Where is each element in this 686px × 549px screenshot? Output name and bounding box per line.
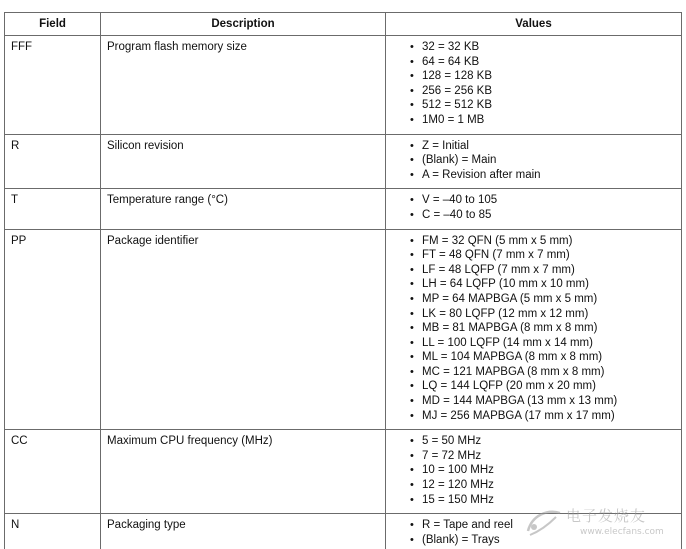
list-item: • LH = 64 LQFP (10 mm x 10 mm) [410,277,675,292]
table-row [5,36,682,135]
list-item: • 15 = 150 MHz [410,493,675,508]
list-item: • MC = 121 MAPBGA (8 mm x 8 mm) [410,365,675,380]
part-number-field-table [4,12,682,549]
list-item: • FM = 32 QFN (5 mm x 5 mm) [410,234,675,249]
values-list [392,434,675,507]
list-item: • R = Tape and reel [410,518,675,533]
list-item: • V = –40 to 105 [410,193,675,208]
cell-field: R [5,134,101,189]
list-item: • 12 = 120 MHz [410,478,675,493]
header-values: Values [386,13,682,36]
cell-description: Package identifier [101,229,386,430]
values-list [392,193,675,222]
header-field: Field [5,13,101,36]
table-header-row [5,13,682,36]
list-item: • 10 = 100 MHz [410,463,675,478]
cell-description: Program flash memory size [101,36,386,135]
values-list [392,40,675,128]
cell-field: FFF [5,36,101,135]
table-row [5,134,682,189]
list-item: • MD = 144 MAPBGA (13 mm x 13 mm) [410,394,675,409]
header-description: Description [101,13,386,36]
watermark-mark-icon [522,501,566,543]
values-list [392,234,675,424]
watermark-text: 电子发烧友 [566,507,647,525]
list-item: • ML = 104 MAPBGA (8 mm x 8 mm) [410,350,675,365]
cell-description: Maximum CPU frequency (MHz) [101,430,386,514]
list-item: • 32 = 32 KB [410,40,675,55]
list-item: • LF = 48 LQFP (7 mm x 7 mm) [410,263,675,278]
table-body [5,36,682,549]
list-item: • 5 = 50 MHz [410,434,675,449]
list-item: • Z = Initial [410,139,675,154]
list-item: • 64 = 64 KB [410,55,675,70]
cell-values [386,189,682,229]
cell-field: CC [5,430,101,514]
watermark-url: www.elecfans.com [580,527,664,537]
list-item: • (Blank) = Trays [410,533,675,548]
list-item: • FT = 48 QFN (7 mm x 7 mm) [410,248,675,263]
list-item: • MB = 81 MAPBGA (8 mm x 8 mm) [410,321,675,336]
list-item: • 7 = 72 MHz [410,449,675,464]
list-item: • A = Revision after main [410,168,675,183]
list-item: • LQ = 144 LQFP (20 mm x 20 mm) [410,379,675,394]
list-item: • (Blank) = Main [410,153,675,168]
cell-description: Silicon revision [101,134,386,189]
list-item: • 256 = 256 KB [410,84,675,99]
cell-description: Temperature range (°C) [101,189,386,229]
list-item: • LK = 80 LQFP (12 mm x 12 mm) [410,307,675,322]
list-item: • C = –40 to 85 [410,208,675,223]
list-item: • MP = 64 MAPBGA (5 mm x 5 mm) [410,292,675,307]
table-row [5,229,682,430]
list-item: • 128 = 128 KB [410,69,675,84]
list-item: • 1M0 = 1 MB [410,113,675,128]
cell-field: PP [5,229,101,430]
table-row [5,189,682,229]
list-item: • MJ = 256 MAPBGA (17 mm x 17 mm) [410,409,675,424]
list-item: • LL = 100 LQFP (14 mm x 14 mm) [410,336,675,351]
cell-values [386,134,682,189]
list-item: • 512 = 512 KB [410,98,675,113]
values-list [392,139,675,183]
cell-description: Packaging type [101,514,386,549]
cell-field: T [5,189,101,229]
watermark-logo [522,501,672,543]
cell-values [386,36,682,135]
cell-field: N [5,514,101,549]
cell-values [386,229,682,430]
